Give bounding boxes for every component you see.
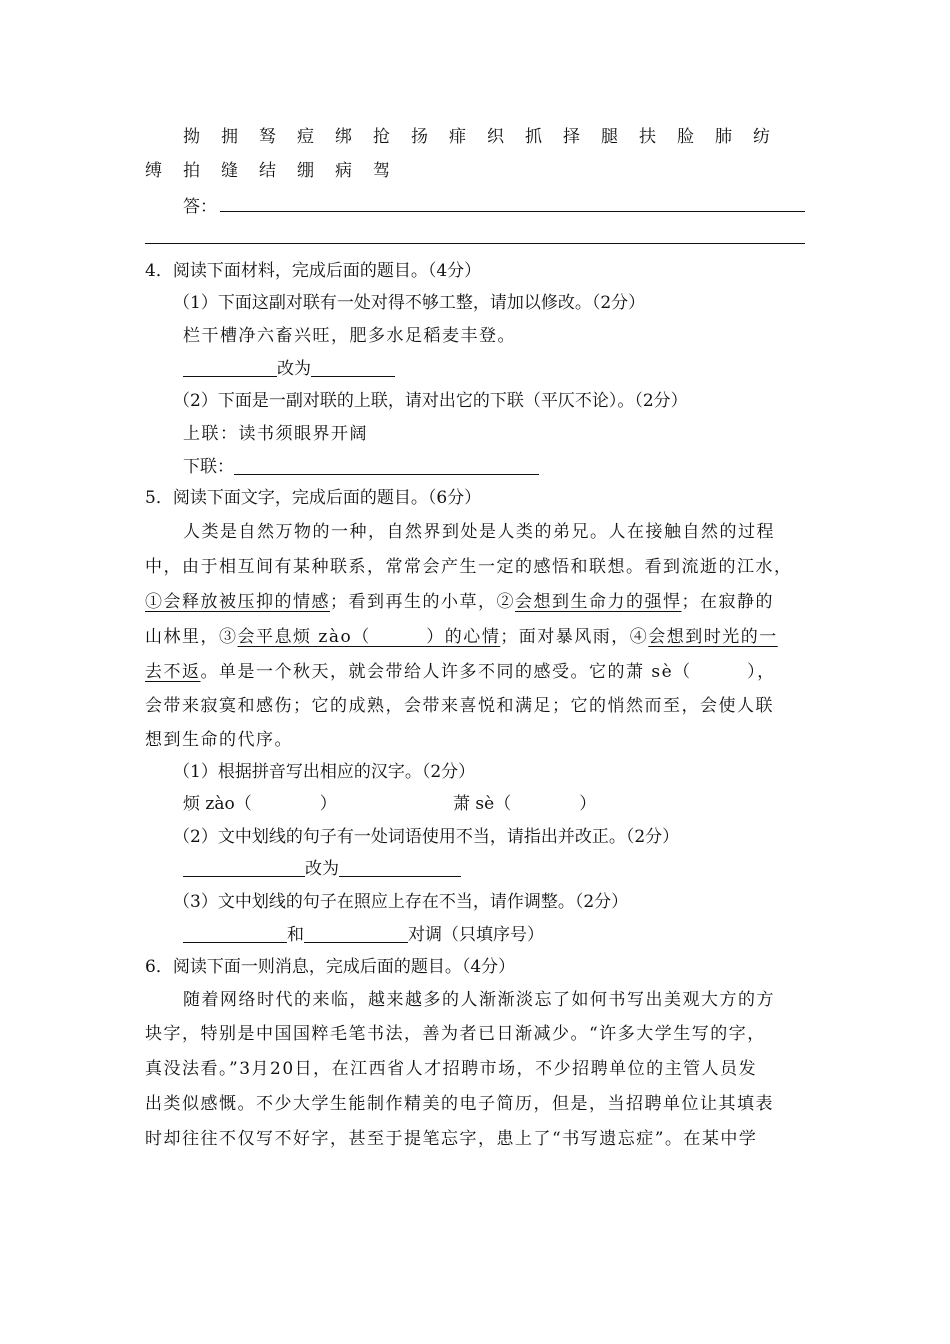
q5-blank-index-2[interactable] <box>304 924 408 943</box>
q5-part2: （2）文中划线的句子有一处词语使用不当，请指出并改正。（2分） <box>173 827 680 847</box>
q6-passage-line-2: 块字，特别是中国国粹毛笔书法，善为者已日渐减少。“许多大学生写的字， <box>145 1024 766 1044</box>
q4-lower-label: 下联： <box>183 457 234 477</box>
q4-couplet: 栏干槽净六畜兴旺，肥多水足稻麦丰登。 <box>183 326 516 346</box>
q5-text: ；看到再生的小草，② <box>330 592 515 612</box>
q4-stem: 4．阅读下面材料，完成后面的题目。（4分） <box>145 261 482 281</box>
q6-passage-line-3: 真没法看。”3月20日，在江西省人才招聘市场，不少招聘单位的主管人员发 <box>145 1059 758 1079</box>
q4-blank-original[interactable] <box>183 358 277 377</box>
q4-part1: （1）下面这副对联有一处对得不够工整，请加以修改。（2分） <box>173 293 646 313</box>
answer-label: 答： <box>183 197 217 217</box>
q5-underlined-1: ①会释放被压抑的情感 <box>145 592 330 612</box>
q5-text: ；在寂静的 <box>681 592 774 612</box>
q5-part3: （3）文中划线的句子在照应上存在不当，请作调整。（2分） <box>173 892 629 912</box>
q5-fill-row-1 <box>183 858 461 880</box>
q5-and: 和 <box>287 925 304 945</box>
char-list-row-2: 缚拍缝结绷病驾 <box>145 161 411 181</box>
q6-passage-line-4: 出类似感慨。不少大学生能制作精美的电子简历，但是，当招聘单位让其填表 <box>145 1094 774 1114</box>
q5-pinyin-1[interactable]: 烦 zào（ ） <box>183 794 337 814</box>
answer-line-2[interactable] <box>145 243 805 244</box>
q5-blank-index-1[interactable] <box>183 924 287 943</box>
q5-swap-note: 对调（只填序号） <box>408 925 544 945</box>
q5-underlined-3: 会平息烦 zào（ ）的心情 <box>237 627 501 647</box>
q4-blank-revised[interactable] <box>311 358 395 377</box>
q5-blank-wrong-word[interactable] <box>183 858 305 877</box>
q5-stem: 5．阅读下面文字，完成后面的题目。（6分） <box>145 488 482 508</box>
q5-passage-line-5 <box>145 661 776 683</box>
q5-passage-line-7: 想到生命的代序。 <box>145 730 293 750</box>
q4-upper-couplet: 上联：读书须眼界开阔 <box>183 424 368 444</box>
q4-lower-blank[interactable] <box>234 456 539 475</box>
q4-change-to: 改为 <box>277 359 311 379</box>
q5-passage-line-2: 中，由于相互间有某种联系，常常会产生一定的感悟和联想。看到流逝的江水， <box>145 557 793 577</box>
q4-fill-row <box>183 358 395 380</box>
q5-fill-row-2 <box>183 924 544 946</box>
q5-part1: （1）根据拼音写出相应的汉字。（2分） <box>173 762 476 782</box>
q5-passage-line-4 <box>145 626 778 648</box>
q5-text: 。单是一个秋天，就会带给人许多不同的感受。它的萧 sè（ ）， <box>200 662 776 682</box>
q5-text: 山林里，③ <box>145 627 238 647</box>
q5-blank-correct-word[interactable] <box>339 858 461 877</box>
q4-part2: （2）下面是一副对联的上联，请对出它的下联（平仄不论）。（2分） <box>173 391 688 411</box>
q5-passage-line-1: 人类是自然万物的一种，自然界到处是人类的弟兄。人在接触自然的过程 <box>183 522 775 542</box>
answer-line-1[interactable] <box>220 211 805 212</box>
q6-stem: 6．阅读下面一则消息，完成后面的题目。（4分） <box>145 957 516 977</box>
q5-underlined-4: 会想到时光的一 <box>648 627 778 647</box>
q5-passage-line-6: 会带来寂寞和感伤；它的成熟，会带来喜悦和满足；它的悄然而至，会使人联 <box>145 696 774 716</box>
char-list-row-1: 拗拥驽痘绑抢扬痱织抓择腿扶脸肺纺 <box>183 127 791 147</box>
q6-passage-line-5: 时却往往不仅写不好字，甚至于提笔忘字，患上了“书写遗忘症”。在某中学 <box>145 1129 758 1149</box>
q5-change-to: 改为 <box>305 859 339 879</box>
q5-pinyin-2[interactable]: 萧 sè（ ） <box>453 794 597 814</box>
q5-passage-line-3 <box>145 591 774 613</box>
q5-underlined-4-cont: 去不返 <box>145 662 201 682</box>
q5-text: ；面对暴风雨，④ <box>500 627 649 647</box>
q5-underlined-2: 会想到生命力的强悍 <box>515 592 682 612</box>
q6-passage-line-1: 随着网络时代的来临，越来越多的人渐渐淡忘了如何书写出美观大方的方 <box>183 990 775 1010</box>
q4-lower-row <box>183 456 539 478</box>
